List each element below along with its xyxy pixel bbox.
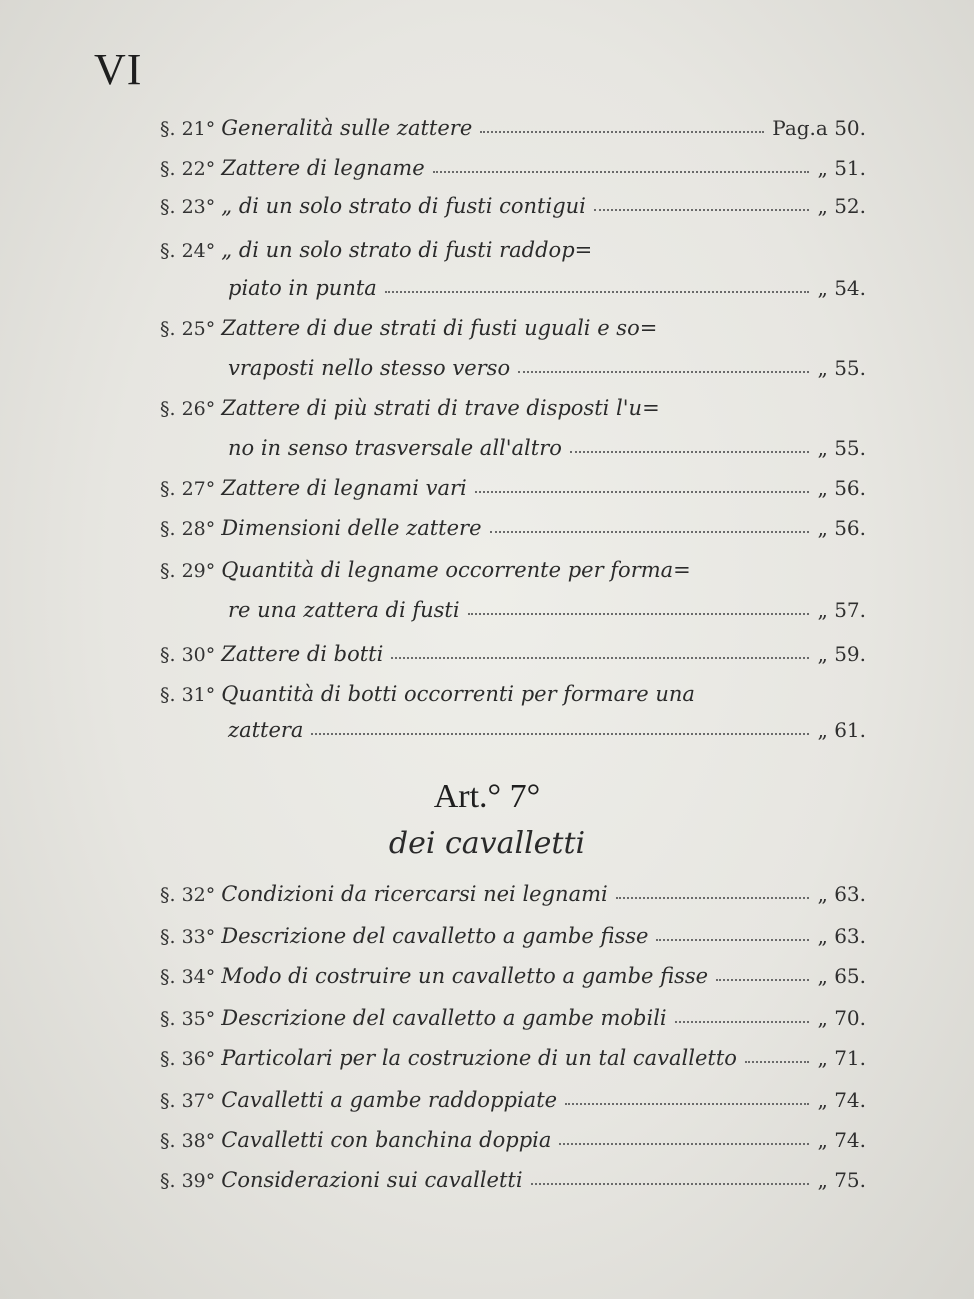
leader-dots: [385, 291, 810, 293]
section-title: Modo di costruire un cavalletto a gambe fisse: [221, 964, 709, 988]
leader-dots: [433, 171, 810, 173]
section-title: Dimensioni delle zattere: [221, 516, 482, 540]
section-title: Zattere di due strati di fusti uguali e so=: [221, 316, 658, 340]
leader-dots: [475, 491, 810, 493]
section-title: Cavalletti con banchina doppia: [221, 1128, 552, 1152]
section-number: §. 33°: [160, 926, 216, 948]
toc-row: [160, 952, 866, 988]
toc-row: [160, 464, 866, 500]
page-reference: „ 63.: [817, 924, 866, 948]
section-title: Considerazioni sui cavalletti: [221, 1168, 523, 1192]
toc-row: [228, 424, 866, 460]
page-reference: „ 71.: [817, 1046, 866, 1070]
leader-dots: [565, 1103, 809, 1105]
section-number: §. 30°: [160, 644, 216, 666]
leader-dots: [490, 531, 810, 533]
section-number: §. 23°: [160, 196, 216, 218]
section-number: §. 32°: [160, 884, 216, 906]
section-title: Descrizione del cavalletto a gambe mobili: [221, 1006, 667, 1030]
page-reference: Pag.a 50.: [772, 116, 866, 140]
section-number: §. 37°: [160, 1090, 216, 1112]
page-reference: „ 52.: [817, 194, 866, 218]
page-reference: „ 63.: [817, 882, 866, 906]
section-title: re una zattera di fusti: [228, 598, 460, 622]
toc-row: [160, 1116, 866, 1152]
section-number: §. 29°: [160, 560, 216, 582]
leader-dots: [745, 1061, 810, 1063]
page-reference: „ 55.: [817, 356, 866, 380]
leader-dots: [531, 1183, 810, 1185]
toc-row: [160, 182, 866, 218]
page-reference: „ 57.: [817, 598, 866, 622]
section-title: Cavalletti a gambe raddoppiate: [221, 1088, 558, 1112]
leader-dots: [570, 451, 810, 453]
toc-row: [160, 912, 866, 948]
section-number: §. 39°: [160, 1170, 216, 1192]
section-title: „ di un solo strato di fusti contigui: [221, 194, 586, 218]
toc-row: [228, 586, 866, 622]
section-number: §. 34°: [160, 966, 216, 988]
page-reference: „ 75.: [817, 1168, 866, 1192]
section-title: Condizioni da ricercarsi nei legnami: [221, 882, 608, 906]
toc-row: [160, 630, 866, 666]
leader-dots: [480, 131, 764, 133]
section-title: Particolari per la costruzione di un tal cavalletto: [221, 1046, 737, 1070]
section-number: §. 24°: [160, 240, 216, 262]
article-subheading: dei cavalletti: [388, 826, 586, 861]
toc-row: [160, 546, 866, 582]
section-number: §. 35°: [160, 1008, 216, 1030]
leader-dots: [468, 613, 810, 615]
page-reference: „ 74.: [817, 1128, 866, 1152]
leader-dots: [675, 1021, 810, 1023]
toc-row: [160, 1034, 866, 1070]
page-reference: „ 61.: [817, 718, 866, 742]
toc-row: [160, 226, 866, 262]
section-title: Generalità sulle zattere: [221, 116, 473, 140]
section-title: Descrizione del cavalletto a gambe fisse: [221, 924, 649, 948]
toc-row: [160, 670, 866, 706]
section-number: §. 28°: [160, 518, 216, 540]
page-reference: „ 56.: [817, 516, 866, 540]
page-reference: „ 51.: [817, 156, 866, 180]
section-title: vraposti nello stesso verso: [228, 356, 511, 380]
section-title: piato in punta: [228, 276, 377, 300]
page-reference: „ 59.: [817, 642, 866, 666]
section-title: no in senso trasversale all'altro: [228, 436, 562, 460]
leader-dots: [656, 939, 809, 941]
section-number: §. 22°: [160, 158, 216, 180]
leader-dots: [716, 979, 809, 981]
leader-dots: [559, 1143, 809, 1145]
toc-row: [160, 384, 866, 420]
section-number: §. 21°: [160, 118, 216, 140]
page-reference: „ 55.: [817, 436, 866, 460]
section-title: Zattere di legnami vari: [221, 476, 467, 500]
section-title: Zattere di più strati di trave disposti l'u=: [221, 396, 660, 420]
page-number: VI: [94, 45, 143, 94]
section-title: Quantità di legname occorrente per forma=: [221, 558, 691, 582]
page-reference: „ 56.: [817, 476, 866, 500]
section-number: §. 38°: [160, 1130, 216, 1152]
section-title: Zattere di botti: [221, 642, 384, 666]
leader-dots: [594, 209, 810, 211]
article-heading: Art.° 7°: [433, 778, 541, 815]
page-reference: „ 65.: [817, 964, 866, 988]
toc-row: [228, 706, 866, 742]
section-number: §. 25°: [160, 318, 216, 340]
toc-row: [160, 1156, 866, 1192]
toc-row: [160, 104, 866, 140]
toc-row: [160, 1076, 866, 1112]
toc-row: [228, 344, 866, 380]
section-number: §. 36°: [160, 1048, 216, 1070]
leader-dots: [311, 733, 809, 735]
toc-row: [160, 994, 866, 1030]
page-reference: „ 54.: [817, 276, 866, 300]
toc-row: [160, 304, 866, 340]
page-reference: „ 70.: [817, 1006, 866, 1030]
toc-row: [160, 504, 866, 540]
toc-row: [160, 144, 866, 180]
section-number: §. 26°: [160, 398, 216, 420]
section-title: Quantità di botti occorrenti per formare una: [221, 682, 695, 706]
leader-dots: [616, 897, 810, 899]
section-title: Zattere di legname: [221, 156, 425, 180]
toc-row: [160, 870, 866, 906]
page-reference: „ 74.: [817, 1088, 866, 1112]
section-title: zattera: [228, 718, 304, 742]
section-title: „ di un solo strato di fusti raddop=: [221, 238, 593, 262]
leader-dots: [391, 657, 809, 659]
section-number: §. 31°: [160, 684, 216, 706]
toc-row: [228, 264, 866, 300]
section-number: §. 27°: [160, 478, 216, 500]
leader-dots: [518, 371, 809, 373]
